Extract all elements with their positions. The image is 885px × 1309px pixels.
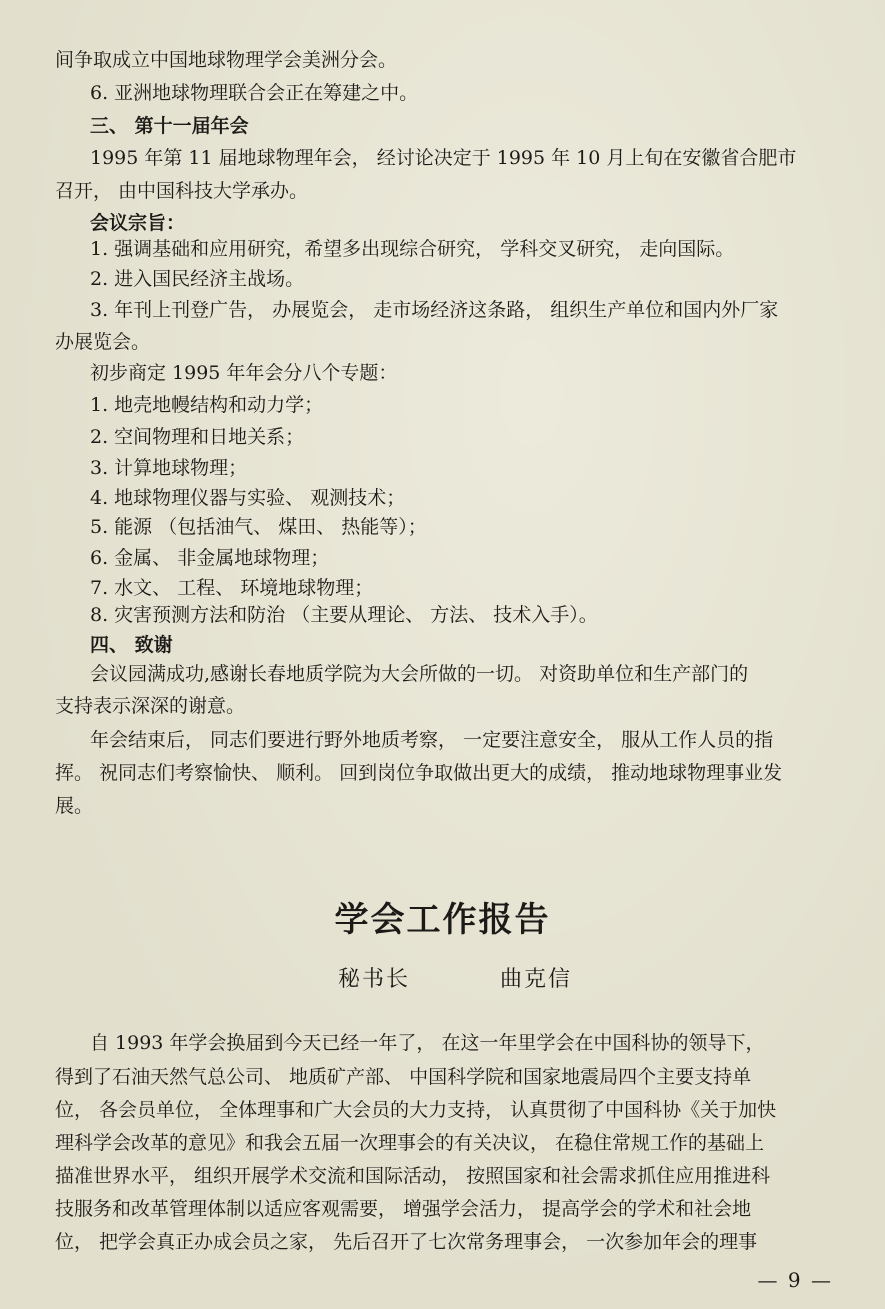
text-line: 初步商定 1995 年年会分八个专题： <box>90 362 398 384</box>
list-item: 2. 空间物理和日地关系； <box>90 426 305 448</box>
list-item: 4. 地球物理仪器与实验、 观测技术； <box>90 487 406 509</box>
text-line: 展。 <box>55 795 94 817</box>
text-line: 6. 亚洲地球物理联合会正在筹建之中。 <box>90 82 419 104</box>
page-number: — 9 — <box>757 1268 833 1292</box>
text-line: 1995 年第 11 届地球物理年会， 经讨论决定于 1995 年 10 月上旬在安徽省合肥市 <box>90 147 797 169</box>
text-line: 挥。 祝同志们考察愉快、 顺利。 回到岗位争取做出更大的成绩， 推动地球物理事业发 <box>55 762 783 784</box>
list-item: 2. 进入国民经济主战场。 <box>90 268 305 290</box>
list-item: 1. 强调基础和应用研究，希望多出现综合研究， 学科交叉研究， 走向国际。 <box>90 238 735 260</box>
section-heading: 四、 致谢 <box>90 634 173 656</box>
text-line: 位， 各会员单位， 全体理事和广大会员的大力支持， 认真贯彻了中国科协《关于加快 <box>55 1099 777 1121</box>
list-item: 7. 水文、 工程、 环境地球物理； <box>90 577 374 599</box>
text-line: 自 1993 年学会换届到今天已经一年了， 在这一年里学会在中国科协的领导下， <box>90 1032 765 1054</box>
text-line: 支持表示深深的谢意。 <box>55 695 246 717</box>
section-heading: 三、 第十一届年会 <box>90 115 249 137</box>
list-item: 3. 计算地球物理； <box>90 457 248 479</box>
text-line: 位， 把学会真正办成会员之家， 先后召开了七次常务理事会， 一次参加年会的理事 <box>55 1231 758 1253</box>
author-name: 曲克信 <box>500 967 573 992</box>
list-item: 6. 金属、 非金属地球物理； <box>90 547 330 569</box>
text-line: 会议园满成功,感谢长春地质学院为大会所做的一切。 对资助单位和生产部门的 <box>90 663 749 685</box>
text-line: 描准世界水平， 组织开展学术交流和国际活动， 按照国家和社会需求抓住应用推进科 <box>55 1165 771 1187</box>
list-item: 8. 灾害预测方法和防治 （主要从理论、 方法、 技术入手）。 <box>90 604 598 626</box>
text-line: 办展览会。 <box>55 331 151 353</box>
text-line: 年会结束后， 同志们要进行野外地质考察， 一定要注意安全， 服从工作人员的指 <box>90 729 774 751</box>
text-line: 得到了石油天然气总公司、 地质矿产部、 中国科学院和国家地震局四个主要支持单 <box>55 1066 752 1088</box>
author-role: 秘书长 <box>338 967 411 992</box>
list-item: 1. 地壳地幔结构和动力学； <box>90 394 324 416</box>
subheading: 会议宗旨： <box>90 212 186 234</box>
text-line: 召开， 由中国科技大学承办。 <box>55 180 309 202</box>
list-item: 5. 能源 （包括油气、 煤田、 热能等）； <box>90 516 427 538</box>
report-title: 学会工作报告 <box>334 900 551 940</box>
list-item: 3. 年刊上刊登广告， 办展览会， 走市场经济这条路， 组织生产单位和国内外厂家 <box>90 299 779 321</box>
text-line: 技服务和改革管理体制以适应客观需要， 增强学会活力， 提高学会的学术和社会地 <box>55 1198 752 1220</box>
text-line: 理科学会改革的意见》和我会五届一次理事会的有关决议， 在稳住常规工作的基础上 <box>55 1132 765 1154</box>
text-line: 间争取成立中国地球物理学会美洲分会。 <box>55 49 398 71</box>
